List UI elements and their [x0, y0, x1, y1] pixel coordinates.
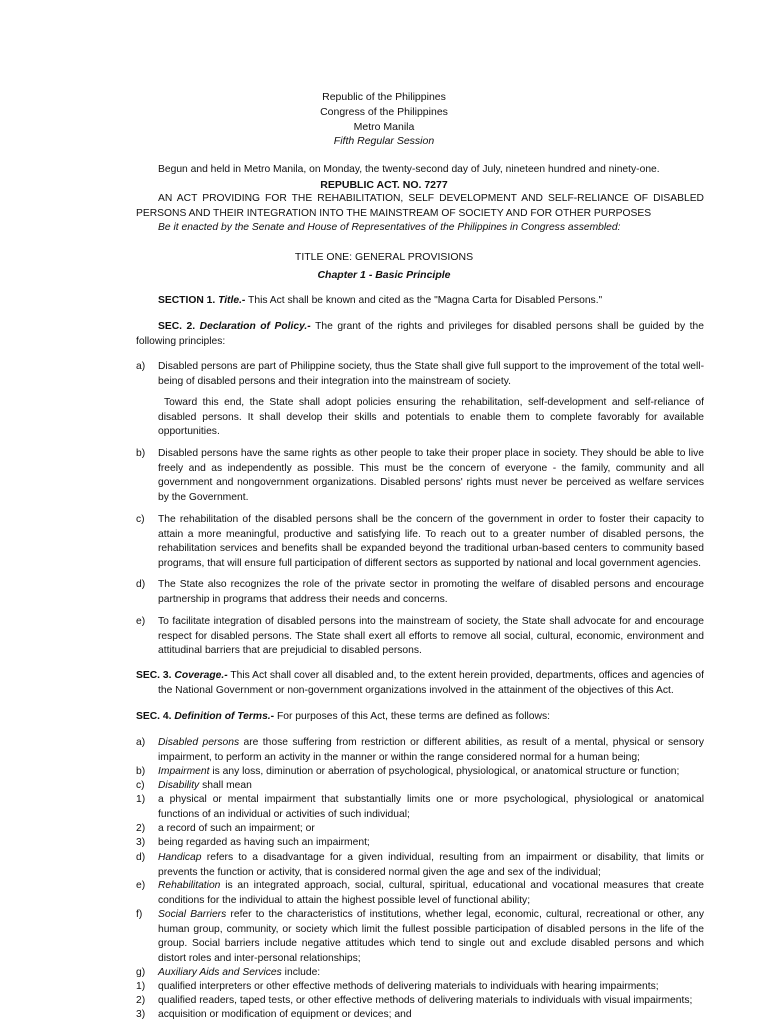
section-2-label: SEC. 2.: [158, 321, 196, 332]
definition-body: refers to a disadvantage for a given individual, resulting from an impairment or disability, that limits or prevents the function or activity, that is considered normal given the age and sex of the individual;: [158, 852, 704, 878]
list-marker: c): [136, 514, 145, 525]
definition-text: [158, 879, 704, 908]
policy-item-b: [136, 447, 704, 505]
section-2-title: Declaration of Policy.-: [199, 321, 311, 332]
definition-text: [158, 851, 704, 880]
section-3-title: Coverage.-: [174, 670, 228, 681]
section-1: [136, 294, 704, 309]
list-marker: f): [136, 909, 143, 920]
definition-text: [158, 765, 704, 780]
definition-g-3: [136, 1008, 704, 1023]
definition-body: include:: [281, 967, 321, 978]
definition-text: [158, 736, 704, 765]
section-1-text: This Act shall be known and cited as the "Magna Carta for Disabled Persons.": [245, 295, 603, 306]
definition-e: [136, 879, 704, 908]
list-marker: 2): [136, 995, 146, 1006]
definition-g: [136, 966, 704, 981]
chapter-heading: Chapter 1 - Basic Principle: [317, 269, 451, 281]
act-title: AN ACT PROVIDING FOR THE REHABILITATION, SELF DEVELOPMENT AND SELF-RELIANCE OF DISABLED PERSONS AND THEIR INTEGRATION INTO THE MAINSTREAM OF SOCIETY AND FOR OTHER PURPOSES: [136, 193, 704, 219]
title-one-heading: TITLE ONE: GENERAL PROVISIONS: [294, 251, 474, 263]
list-marker: b): [136, 448, 146, 459]
header-session: Fifth Regular Session: [333, 135, 435, 147]
list-marker: 1): [136, 794, 146, 805]
header-location: Metro Manila: [353, 121, 415, 133]
preamble-begun: Begun and held in Metro Manila, on Monday, the twenty-second day of July, nineteen hundred and ninety-one.: [158, 164, 660, 175]
definition-body: are those suffering from restriction or different abilities, as result of a mental, physical or sensory impairment, to perform an activity in the manner or within the range considered normal for a human being;: [158, 737, 704, 763]
list-marker: 3): [136, 1009, 146, 1020]
defined-term: Rehabilitation: [158, 880, 221, 891]
list-marker: d): [136, 579, 146, 590]
section-2: [136, 320, 704, 349]
definition-body: a record of such an impairment; or: [158, 823, 315, 834]
list-item-text: The State also recognizes the role of the private sector in promoting the welfare of disabled persons and encourage partnership in programs that address their needs and concerns.: [158, 579, 704, 605]
section-1-title: Title.-: [218, 295, 246, 306]
section-4-title: Definition of Terms.-: [174, 711, 275, 722]
section-3: [136, 669, 704, 698]
list-marker: a): [136, 737, 146, 748]
section-4-label: SEC. 4.: [136, 711, 172, 722]
enacting-clause: Be it enacted by the Senate and House of Representatives of the Philippines in Congress assembled:: [158, 222, 621, 233]
defined-term: Disability: [158, 780, 200, 791]
definition-text: [158, 966, 704, 981]
list-marker: 3): [136, 837, 146, 848]
header-congress: Congress of the Philippines: [320, 106, 448, 118]
definition-body: being regarded as having such an impairment;: [158, 837, 370, 848]
definition-c-3: [136, 836, 704, 851]
definition-c-1: [136, 793, 704, 822]
definition-body: refer to the characteristics of institutions, whether legal, economic, cultural, recreational or other, any human group, community, or society which limit the fullest possible participation of disabled persons in the life of the group. Social barriers include negative attitudes which tend to single out and exclude disabled persons and which distort roles and inter-personal relationships;: [158, 909, 704, 964]
section-2-text: The grant of the rights and privileges for disabled persons shall be guided by the following principles:: [136, 321, 704, 347]
list-marker: 2): [136, 823, 146, 834]
definition-b: [136, 765, 704, 780]
list-marker: b): [136, 766, 146, 777]
definition-text: [158, 779, 704, 794]
definition-d: [136, 851, 704, 880]
policy-item-a-continued: [136, 396, 704, 440]
list-marker: e): [136, 616, 146, 627]
defined-term: Social Barriers: [158, 909, 227, 920]
policy-item-c: [136, 513, 704, 571]
header-republic: Republic of the Philippines: [322, 91, 446, 103]
list-marker: g): [136, 967, 146, 978]
definition-body: is an integrated approach, social, cultural, spiritual, educational and vocational measures that create conditions for the individual to attain the highest possible level of functional ability;: [158, 880, 704, 906]
definition-a: [136, 736, 704, 765]
defined-term: Auxiliary Aids and Services: [158, 967, 282, 978]
definition-g-2: [136, 994, 704, 1009]
policy-item-d: [136, 578, 704, 607]
list-marker: d): [136, 852, 146, 863]
list-marker: e): [136, 880, 146, 891]
defined-term: Impairment: [158, 766, 210, 777]
definition-g-1: [136, 980, 704, 995]
definition-c-2: [136, 822, 704, 837]
list-item-text: Disabled persons are part of Philippine society, thus the State shall give full support to the improvement of the total well-being of disabled persons and their integration into the mainstream of society.: [158, 361, 704, 387]
defined-term: Handicap: [158, 852, 202, 863]
definition-body: qualified readers, taped tests, or other effective methods of delivering materials to individuals with visual impairments;: [158, 995, 693, 1006]
definition-body: a physical or mental impairment that substantially limits one or more psychological, physiological or anatomical functions of an individual or activities of such individual;: [158, 794, 704, 820]
section-4-text: For purposes of this Act, these terms are defined as follows:: [274, 711, 550, 722]
defined-term: Disabled persons: [158, 737, 240, 748]
section-3-text: This Act shall cover all disabled and, to the extent herein provided, departments, offices and agencies of the National Government or non-government organizations involved in the attainment of the objectives of this Act.: [158, 670, 704, 696]
policy-item-a: [136, 360, 704, 389]
list-marker: a): [136, 361, 146, 372]
section-1-label: SECTION 1.: [158, 295, 216, 306]
definition-c: [136, 779, 704, 794]
list-item-text: Disabled persons have the same rights as other people to take their proper place in society. They should be able to live freely and as independently as possible. This must be the concern of everyone - the family, community and all government and nongovernment organizations. Disabled persons' rights must never be perceived as welfare services by the Government.: [158, 448, 704, 503]
act-number: REPUBLIC ACT. NO. 7277: [320, 179, 448, 191]
list-marker: c): [136, 780, 145, 791]
definition-f: [136, 908, 704, 966]
definition-body: shall mean: [199, 780, 252, 791]
definition-body: is any loss, diminution or aberration of psychological, physiological, or anatomical structure or function;: [209, 766, 680, 777]
section-3-label: SEC. 3.: [136, 670, 172, 681]
list-item-text: Toward this end, the State shall adopt policies ensuring the rehabilitation, self-development and self-reliance of disabled persons. It shall develop their skills and potentials to enable them to complete favorably for available opportunities.: [158, 397, 704, 437]
section-3-body: [136, 669, 704, 698]
list-marker: 1): [136, 981, 146, 992]
definition-text: [158, 908, 704, 966]
section-4: [136, 710, 704, 725]
definition-body: qualified interpreters or other effective methods of delivering materials to individuals with hearing impairments;: [158, 981, 659, 992]
policy-item-e: [136, 615, 704, 659]
definition-body: acquisition or modification of equipment or devices; and: [158, 1009, 412, 1020]
list-item-text: To facilitate integration of disabled persons into the mainstream of society, the State shall advocate for and encourage respect for disabled persons. The State shall exert all efforts to remove all social, cultural, economic, environment and attitudinal barriers that are prejudicial to disabled persons.: [158, 616, 704, 656]
list-item-text: The rehabilitation of the disabled persons shall be the concern of the government in order to foster their capacity to attain a more meaningful, productive and satisfying life. To reach out to a greater number of disabled persons, the rehabilitation services and benefits shall be expanded beyond the traditional urban-based centers to community based programs, that will ensure full participation of different sectors as supported by national and local government agencies.: [158, 514, 704, 569]
